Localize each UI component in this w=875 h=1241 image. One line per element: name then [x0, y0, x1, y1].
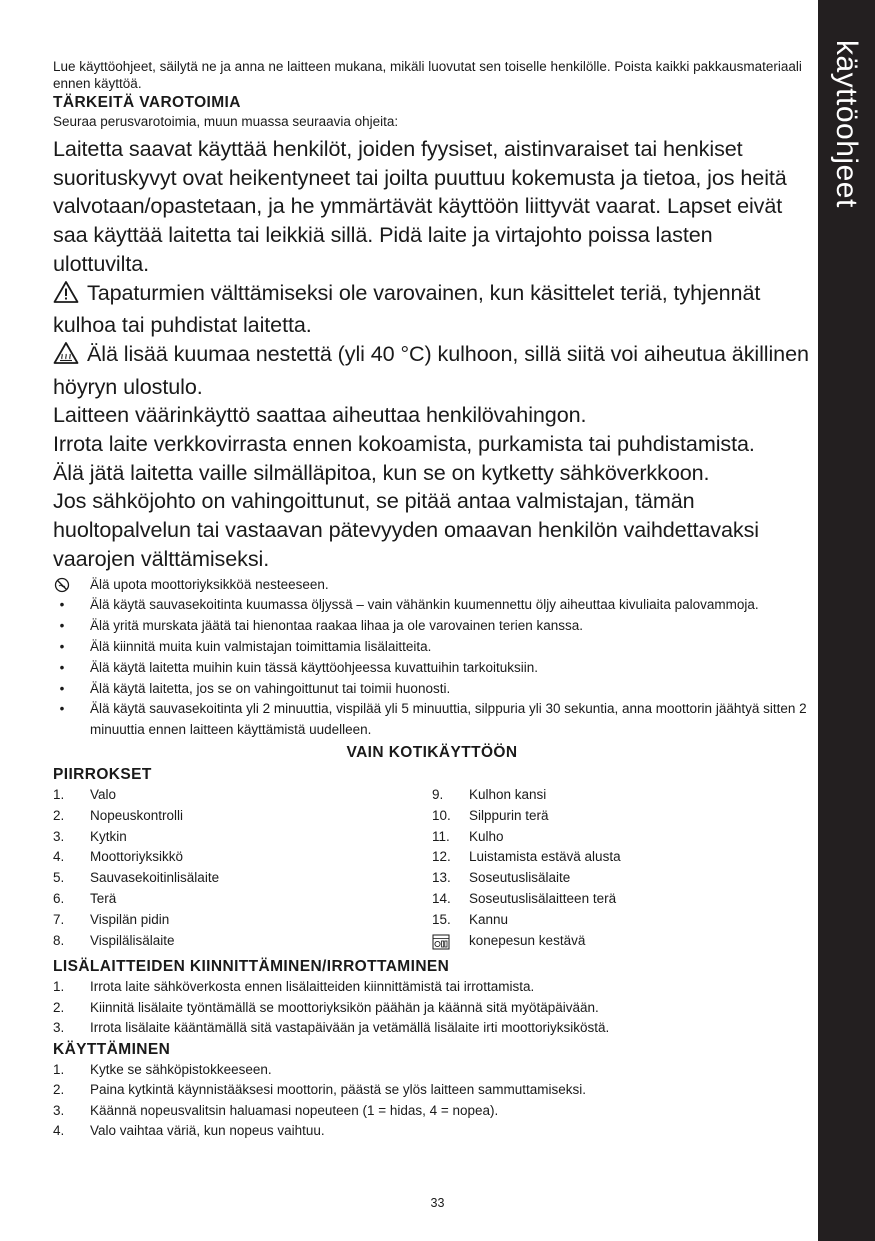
- warning-unplug: Irrota laite verkkovirrasta ennen kokoamista, purkamista tai puhdistamista.: [53, 431, 755, 457]
- part-row: 13. Soseutuslisälaite: [432, 870, 571, 886]
- list-item: • Älä käytä sauvasekoitinta kuumassa öljyssä – vain vähänkin kuumennettu öljy aiheuttaa kivuliaita palovammoja.: [59, 596, 759, 612]
- part-row: 14. Soseutuslisälaitteen terä: [432, 891, 617, 907]
- list-item: 4. Valo vaihtaa väriä, kun nopeus vaihtuu.: [53, 1123, 325, 1139]
- list-item: • Älä yritä murskata jäätä tai hienontaa raakaa lihaa ja ole varovainen terien kanssa.: [59, 618, 584, 634]
- warning-unattended: Älä jätä laitetta vaille silmälläpitoa, kun se on kytketty sähköverkkoon.: [53, 459, 710, 485]
- attach-heading: LISÄLAITTEIDEN KIINNITTÄMINEN/IRROTTAMINEN: [53, 958, 450, 976]
- part-row: 15. Kannu: [432, 911, 509, 927]
- part-row: 2. Nopeuskontrolli: [53, 807, 184, 823]
- warning-supervision: Laitetta saavat käyttää henkilöt, joiden fyysiset, aistinvaraiset tai henkiset suorituskyvyt ovat heikentyneet tai joilta puuttuu kokemusta ja tietoa, jos heitä valvotaan/opastetaan, ja he ymmärtävät käyttöön liittyvät vaarat. Lapset eivät saa käyttää laitetta tai leikkiä sillä. Pidä laite ja virtajohto poissa lasten ulottuvilta.: [53, 136, 787, 276]
- part-row: 9. Kulhon kansi: [432, 787, 547, 803]
- side-tab-label: käyttöohjeet: [830, 40, 863, 208]
- list-item: 2. Paina kytkintä käynnistääksesi moottorin, päästä se ylös laitteen sammuttamiseksi.: [53, 1082, 586, 1098]
- list-item: 1. Kytke se sähköpistokkeeseen.: [53, 1061, 272, 1077]
- part-row: 8. Vispilälisälaite: [53, 932, 175, 948]
- part-row: 6. Terä: [53, 891, 117, 907]
- warnings-list: [53, 574, 811, 741]
- usage-heading: KÄYTTÄMINEN: [53, 1040, 171, 1058]
- parts-column-left: [53, 785, 432, 956]
- page-number: 33: [430, 1196, 445, 1210]
- dishwasher-safe-icon: [432, 931, 469, 957]
- parts-list: [53, 785, 811, 956]
- list-item: • Älä käytä laitetta muihin kuin tässä käyttöohjeessa kuvattuihin tarkoituksiin.: [59, 660, 538, 676]
- parts-heading: PIIRROKSET: [53, 766, 152, 784]
- side-tab: [818, 0, 875, 1241]
- list-item: 2. Kiinnitä lisälaite työntämällä se moottoriyksikön päähän ja käännä sitä myötäpäivään.: [53, 999, 599, 1015]
- part-row: 10. Silppurin terä: [432, 807, 549, 823]
- part-row: 3. Kytkin: [53, 828, 127, 844]
- warnings-subheading: Seuraa perusvarotoimia, muun muassa seuraavia ohjeita:: [53, 114, 399, 129]
- warning-triangle-icon: [53, 280, 79, 312]
- warning-misuse: Laitteen väärinkäyttö saattaa aiheuttaa henkilövahingon.: [53, 402, 587, 428]
- part-row: 7. Vispilän pidin: [53, 911, 170, 927]
- list-item: 3. Käännä nopeusvalitsin haluamasi nopeuteen (1 = hidas, 4 = nopea).: [53, 1102, 499, 1118]
- list-item: • Älä käytä laitetta, jos se on vahingoittunut tai toimii huonosti.: [59, 681, 451, 697]
- list-item: 1. Irrota laite sähköverkosta ennen lisälaitteiden kiinnittämistä tai irrottamista.: [53, 979, 535, 995]
- warning-hot: [53, 340, 811, 401]
- intro-text: Lue käyttöohjeet, säilytä ne ja anna ne laitteen mukana, mikäli luovutat sen toiselle henkilölle. Poista kaikki pakkausmateriaali ennen käyttöä.: [53, 59, 802, 91]
- usage-steps: [53, 1060, 811, 1142]
- list-item: Älä upota moottoriyksikköä nesteeseen.: [53, 574, 811, 595]
- part-row: 5. Sauvasekoitinlisälaite: [53, 870, 220, 886]
- warning-hot-text: Älä lisää kuumaa nestettä (yli 40 °C) kulhoon, sillä siitä voi aiheutua äkillinen höyryn ulostulo.: [53, 340, 809, 399]
- list-item: • Älä käytä sauvasekoitinta yli 2 minuuttia, vispilää yli 5 minuuttia, silppuria yli 30 sekuntia, anna moottorin jäähtyä sitten 2 minuuttia ennen laitteen käyttämistä uudelleen.: [59, 701, 807, 737]
- list-item: 3. Irrota lisälaite kääntämällä sitä vastapäivään ja vetämällä lisälaite irti moottoriyksiköstä.: [53, 1020, 610, 1036]
- warning-cord: Jos sähköjohto on vahingoittunut, se pitää antaa valmistajan, tämän huoltopalvelun tai vastaavan pätevyyden omaavan henkilön vaihdettavaksi vaarojen välttämiseksi.: [53, 488, 759, 571]
- part-row: 1. Valo: [53, 787, 117, 803]
- warning-blade: [53, 279, 811, 340]
- home-use-heading: VAIN KOTIKÄYTTÖÖN: [346, 744, 518, 762]
- part-row: 4. Moottoriyksikkö: [53, 849, 184, 865]
- part-row: 11. Kulho: [432, 828, 504, 844]
- warnings-heading: TÄRKEITÄ VAROTOIMIA: [53, 94, 241, 111]
- attach-steps: [53, 977, 811, 1039]
- part-row-dishwasher: konepesun kestävä: [432, 931, 811, 957]
- parts-column-right: [432, 785, 811, 956]
- list-item: • Älä kiinnitä muita kuin valmistajan toimittamia lisälaitteita.: [59, 639, 432, 655]
- warning-blade-text: Tapaturmien välttämiseksi ole varovainen, kun käsittelet teriä, tyhjennät kulhoa tai puhdistat laitetta.: [53, 279, 761, 338]
- page-content: [53, 58, 811, 1142]
- hot-surface-icon: [53, 341, 79, 373]
- part-row: 12. Luistamista estävä alusta: [432, 849, 621, 865]
